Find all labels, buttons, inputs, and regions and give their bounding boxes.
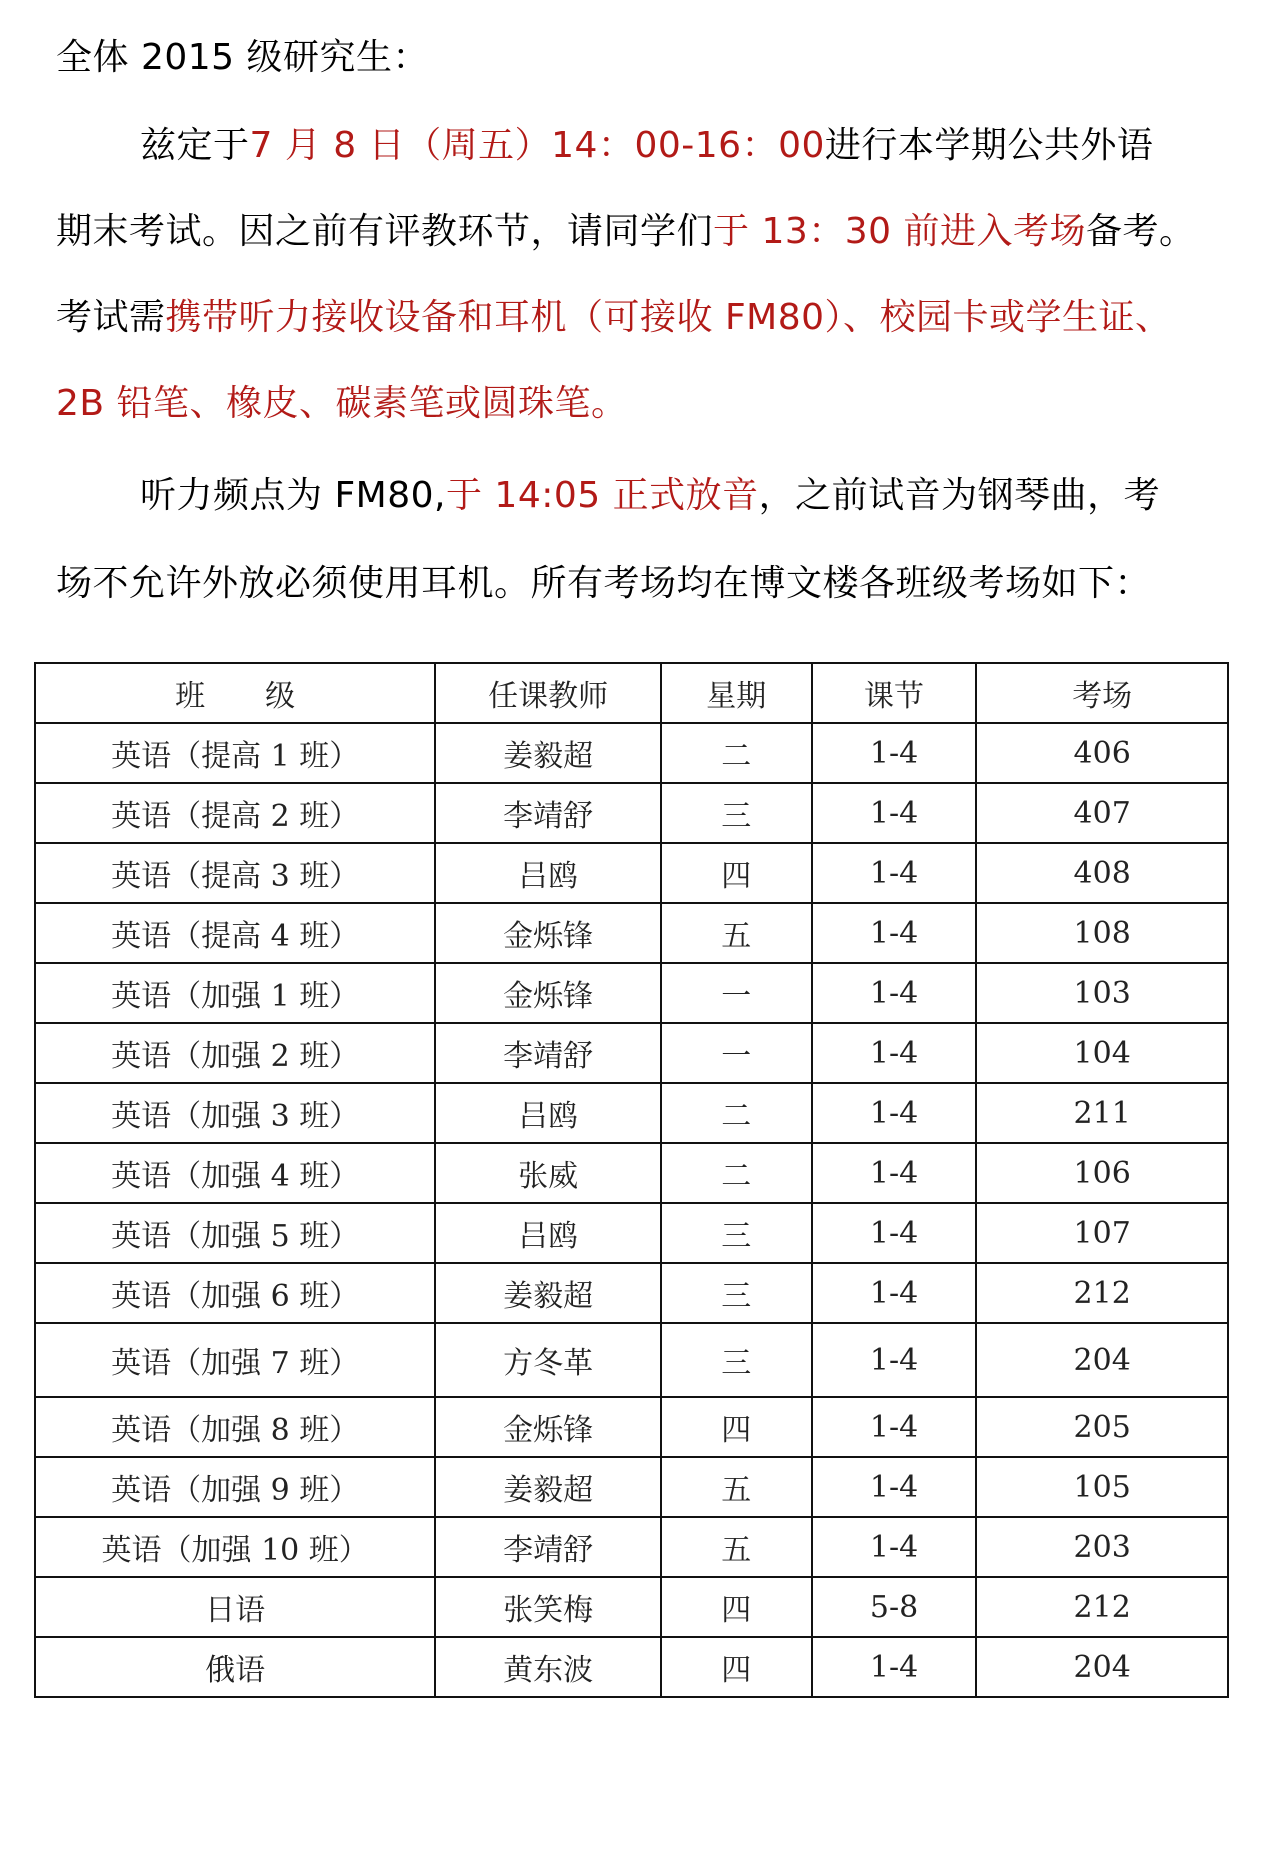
table-row: [35, 783, 1228, 843]
cell-weekday: 一: [661, 1023, 812, 1083]
table-row: [35, 1517, 1228, 1577]
cell-class: 英语（加强 3 班）: [35, 1083, 435, 1143]
cell-period: 1-4: [812, 1457, 977, 1517]
cell-class: 英语（加强 4 班）: [35, 1143, 435, 1203]
cell-weekday: 五: [661, 1517, 812, 1577]
paragraph2-line2: [56, 562, 1151, 606]
cell-period: 1-4: [812, 1263, 977, 1323]
cell-weekday: 五: [661, 1457, 812, 1517]
cell-teacher: 张笑梅: [435, 1577, 661, 1637]
cell-class: 英语（提高 3 班）: [35, 843, 435, 903]
text: 备考。: [1086, 211, 1196, 252]
cell-period: 1-4: [812, 723, 977, 783]
table-row: [35, 1457, 1228, 1517]
cell-teacher: 姜毅超: [435, 1457, 661, 1517]
arrival-time: 于 13：30 前进入考场: [713, 211, 1087, 252]
cell-period: 1-4: [812, 1023, 977, 1083]
header-weekday: 星期: [661, 663, 812, 723]
cell-class: 英语（加强 7 班）: [35, 1323, 435, 1397]
cell-room: 406: [976, 723, 1228, 783]
cell-teacher: 金烁锋: [435, 903, 661, 963]
cell-teacher: 黄东波: [435, 1637, 661, 1697]
cell-teacher: 方冬革: [435, 1323, 661, 1397]
cell-teacher: 金烁锋: [435, 1397, 661, 1457]
cell-weekday: 二: [661, 723, 812, 783]
cell-period: 1-4: [812, 1083, 977, 1143]
cell-room: 408: [976, 843, 1228, 903]
cell-class: 英语（提高 4 班）: [35, 903, 435, 963]
broadcast-time: 于 14:05 正式放音: [445, 475, 759, 516]
cell-room: 105: [976, 1457, 1228, 1517]
paragraph1-line3: [56, 296, 1172, 340]
cell-class: 日语: [35, 1577, 435, 1637]
paragraph1-line4: [56, 382, 628, 426]
cell-room: 107: [976, 1203, 1228, 1263]
cell-teacher: 吕鸥: [435, 1203, 661, 1263]
cell-weekday: 五: [661, 903, 812, 963]
text: 进行本学期公共外语: [824, 125, 1154, 166]
cell-room: 204: [976, 1323, 1228, 1397]
cell-room: 211: [976, 1083, 1228, 1143]
exam-room-table: [34, 662, 1229, 1698]
cell-room: 108: [976, 903, 1228, 963]
cell-class: 英语（提高 1 班）: [35, 723, 435, 783]
cell-period: 1-4: [812, 1637, 977, 1697]
header-room: 考场: [976, 663, 1228, 723]
text: 考试需: [56, 297, 166, 338]
cell-period: 1-4: [812, 963, 977, 1023]
cell-period: 1-4: [812, 1203, 977, 1263]
table-row: [35, 1637, 1228, 1697]
cell-room: 203: [976, 1517, 1228, 1577]
cell-teacher: 张威: [435, 1143, 661, 1203]
cell-weekday: 三: [661, 783, 812, 843]
exam-time: 7 月 8 日（周五）14：00-16：00: [249, 125, 825, 166]
text: 听力频点为 FM80,: [140, 475, 446, 516]
cell-room: 204: [976, 1637, 1228, 1697]
table-header-row: [35, 663, 1228, 723]
required-items-cont: 2B 铅笔、橡皮、碳素笔或圆珠笔。: [56, 383, 628, 424]
cell-class: 俄语: [35, 1637, 435, 1697]
cell-class: 英语（加强 5 班）: [35, 1203, 435, 1263]
cell-weekday: 一: [661, 963, 812, 1023]
table-row: [35, 1397, 1228, 1457]
table-row: [35, 1577, 1228, 1637]
table-row: [35, 903, 1228, 963]
cell-class: 英语（加强 6 班）: [35, 1263, 435, 1323]
cell-teacher: 李靖舒: [435, 1517, 661, 1577]
table-row: [35, 963, 1228, 1023]
text: 场不允许外放必须使用耳机。所有考场均在博文楼各班级考场如下：: [56, 563, 1152, 604]
cell-period: 1-4: [812, 1397, 977, 1457]
cell-class: 英语（加强 8 班）: [35, 1397, 435, 1457]
cell-class: 英语（加强 9 班）: [35, 1457, 435, 1517]
table-row: [35, 1083, 1228, 1143]
cell-weekday: 四: [661, 1577, 812, 1637]
table-row: [35, 1323, 1228, 1397]
header-period: 课节: [812, 663, 977, 723]
cell-class: 英语（加强 1 班）: [35, 963, 435, 1023]
cell-weekday: 三: [661, 1323, 812, 1397]
cell-room: 103: [976, 963, 1228, 1023]
greeting: 全体 2015 级研究生：: [56, 37, 430, 78]
paragraph1-line2: [56, 210, 1196, 254]
required-items: 携带听力接收设备和耳机（可接收 FM80）、校园卡或学生证、: [165, 297, 1172, 338]
cell-room: 205: [976, 1397, 1228, 1457]
header-class: 班 级: [35, 663, 435, 723]
cell-weekday: 四: [661, 843, 812, 903]
text: 兹定于: [140, 125, 250, 166]
cell-teacher: 金烁锋: [435, 963, 661, 1023]
cell-weekday: 三: [661, 1263, 812, 1323]
cell-weekday: 四: [661, 1637, 812, 1697]
cell-teacher: 李靖舒: [435, 783, 661, 843]
text: 期末考试。因之前有评教环节，请同学们: [56, 211, 714, 252]
cell-weekday: 二: [661, 1083, 812, 1143]
header-teacher: 任课教师: [435, 663, 661, 723]
paragraph1-line1: [140, 124, 1153, 168]
cell-period: 1-4: [812, 1517, 977, 1577]
table-row: [35, 723, 1228, 783]
cell-teacher: 吕鸥: [435, 843, 661, 903]
table-row: [35, 1023, 1228, 1083]
cell-period: 1-4: [812, 843, 977, 903]
table-row: [35, 1203, 1228, 1263]
table-row: [35, 1143, 1228, 1203]
cell-class: 英语（提高 2 班）: [35, 783, 435, 843]
cell-period: 1-4: [812, 903, 977, 963]
cell-teacher: 吕鸥: [435, 1083, 661, 1143]
cell-teacher: 姜毅超: [435, 723, 661, 783]
cell-room: 104: [976, 1023, 1228, 1083]
text: ，之前试音为钢琴曲，考: [758, 475, 1161, 516]
cell-teacher: 姜毅超: [435, 1263, 661, 1323]
cell-room: 106: [976, 1143, 1228, 1203]
table-row: [35, 1263, 1228, 1323]
table-row: [35, 843, 1228, 903]
cell-class: 英语（加强 10 班）: [35, 1517, 435, 1577]
cell-weekday: 四: [661, 1397, 812, 1457]
cell-weekday: 二: [661, 1143, 812, 1203]
cell-room: 407: [976, 783, 1228, 843]
cell-teacher: 李靖舒: [435, 1023, 661, 1083]
cell-room: 212: [976, 1577, 1228, 1637]
cell-period: 1-4: [812, 1143, 977, 1203]
cell-weekday: 三: [661, 1203, 812, 1263]
cell-period: 5-8: [812, 1577, 977, 1637]
cell-period: 1-4: [812, 1323, 977, 1397]
paragraph2-line1: [140, 474, 1160, 518]
cell-class: 英语（加强 2 班）: [35, 1023, 435, 1083]
cell-period: 1-4: [812, 783, 977, 843]
cell-room: 212: [976, 1263, 1228, 1323]
